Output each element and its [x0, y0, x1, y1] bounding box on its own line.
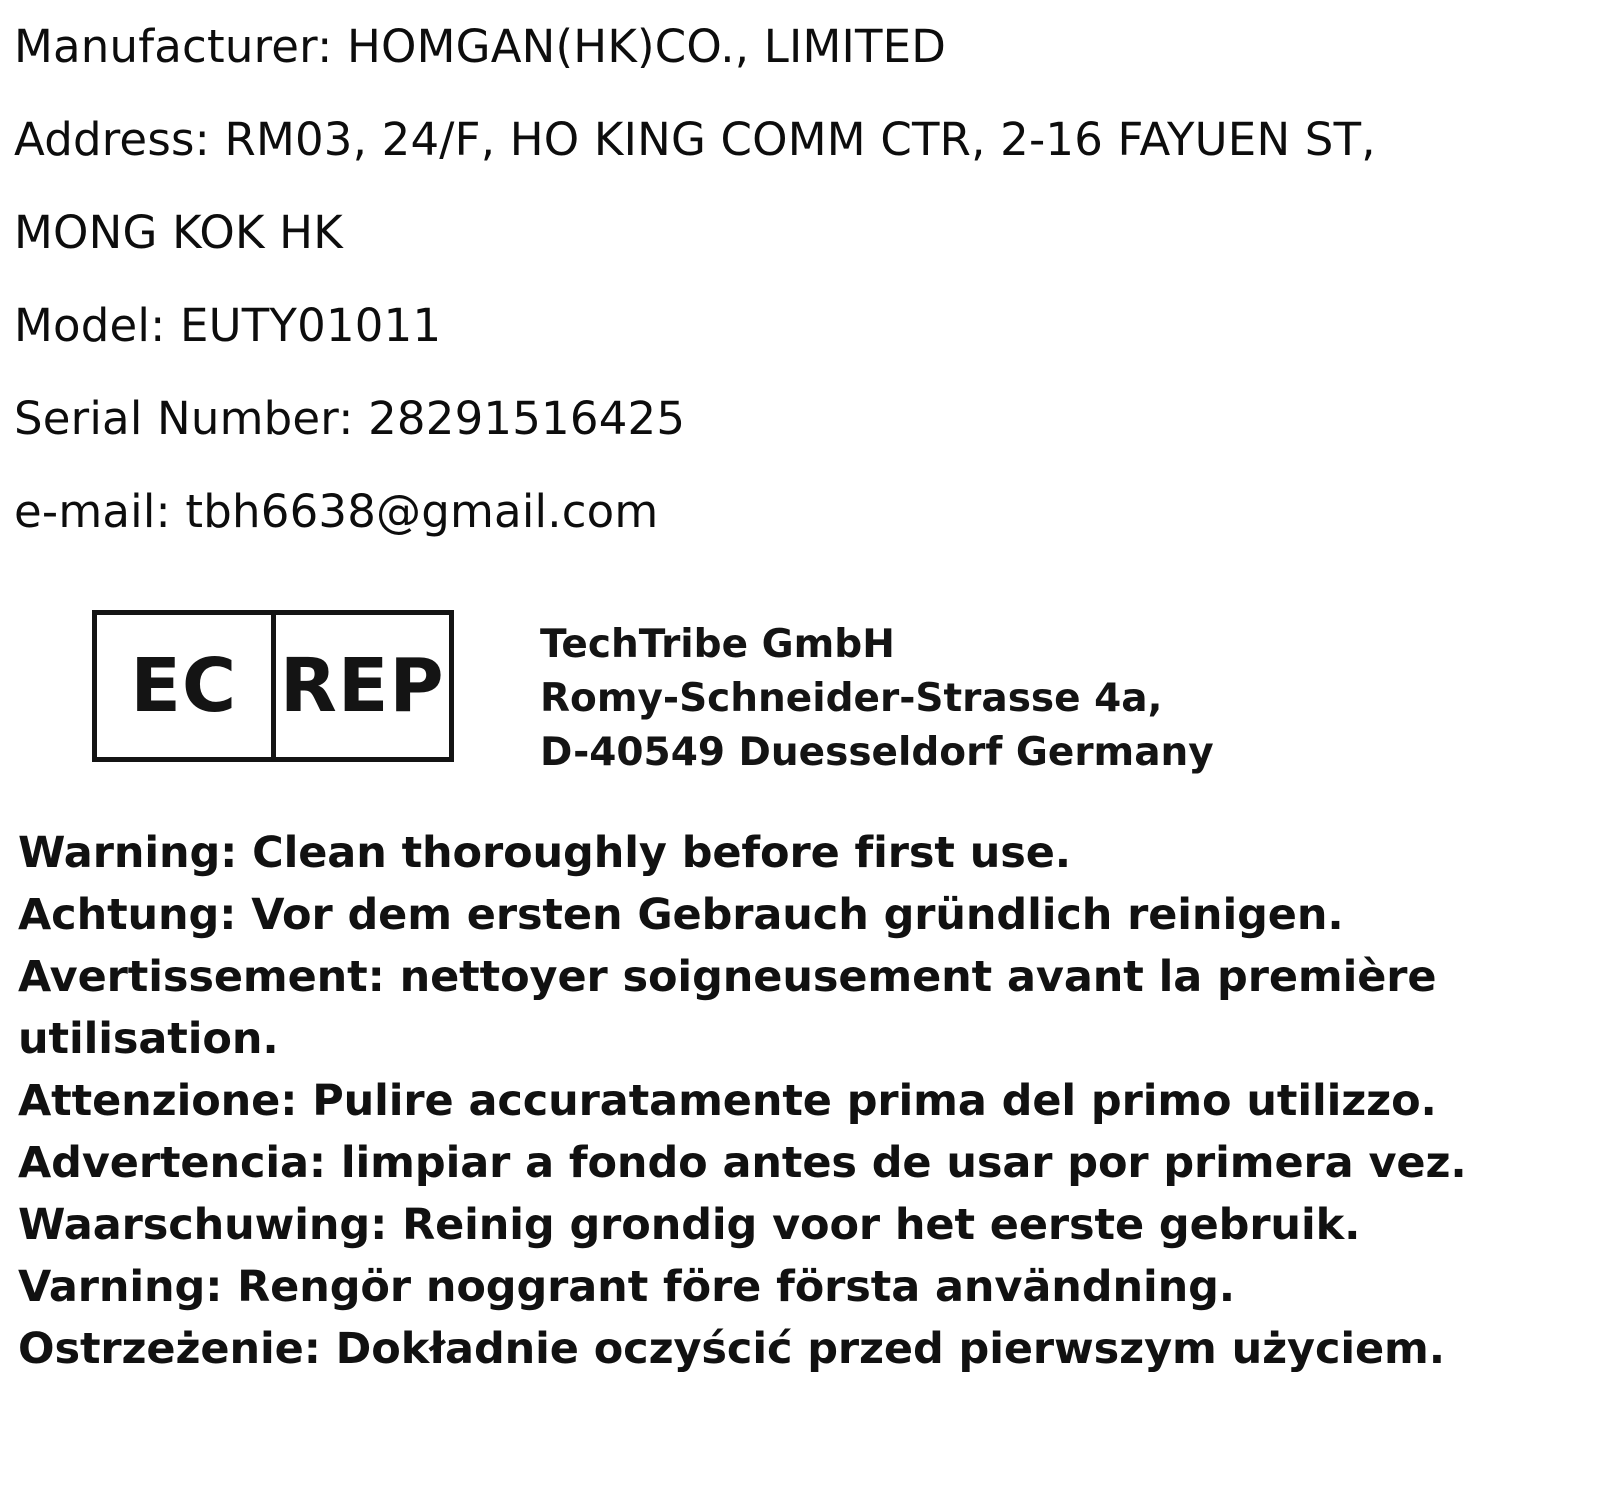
warning-line-it: Attenzione: Pulire accuratamente prima del primo utilizzo. — [18, 1076, 1437, 1126]
ec-rep-address-line-1: TechTribe GmbH — [540, 622, 895, 667]
email-line: e-mail: tbh6638@gmail.com — [14, 485, 659, 538]
warning-line-sv: Varning: Rengör noggrant före första användning. — [18, 1262, 1236, 1312]
warning-line-fr-cont: utilisation. — [18, 1014, 279, 1064]
warning-line-de: Achtung: Vor dem ersten Gebrauch gründlich reinigen. — [18, 890, 1344, 940]
warning-line-nl: Waarschuwing: Reinig grondig voor het eerste gebruik. — [18, 1200, 1361, 1250]
manufacturer-line: Manufacturer: HOMGAN(HK)CO., LIMITED — [14, 20, 947, 73]
warning-line-fr: Avertissement: nettoyer soigneusement avant la première — [18, 952, 1437, 1002]
ec-rep-symbol-icon — [92, 610, 454, 762]
serial-number-line: Serial Number: 28291516425 — [14, 392, 686, 445]
manufacturer-identification-block — [0, 0, 1602, 558]
warning-line-es: Advertencia: limpiar a fondo antes de usar por primera vez. — [18, 1138, 1467, 1188]
ec-rep-section — [0, 610, 1602, 780]
multilingual-warning-block — [0, 822, 1602, 1380]
warning-line-en: Warning: Clean thoroughly before first use. — [18, 828, 1072, 878]
ec-rep-badge-left: EC — [97, 615, 276, 757]
ec-rep-address — [540, 618, 1214, 780]
address-line-1: Address: RM03, 24/F, HO KING COMM CTR, 2-16 FAYUEN ST, — [14, 113, 1376, 166]
model-line: Model: EUTY01011 — [14, 299, 442, 352]
address-line-2: MONG KOK HK — [14, 206, 343, 259]
warning-line-pl: Ostrzeżenie: Dokładnie oczyścić przed pierwszym użyciem. — [18, 1324, 1445, 1374]
ec-rep-badge-right: REP — [279, 643, 445, 729]
ec-rep-address-line-2: Romy-Schneider-Strasse 4a, — [540, 676, 1163, 721]
ec-rep-address-line-3: D-40549 Duesseldorf Germany — [540, 730, 1214, 775]
